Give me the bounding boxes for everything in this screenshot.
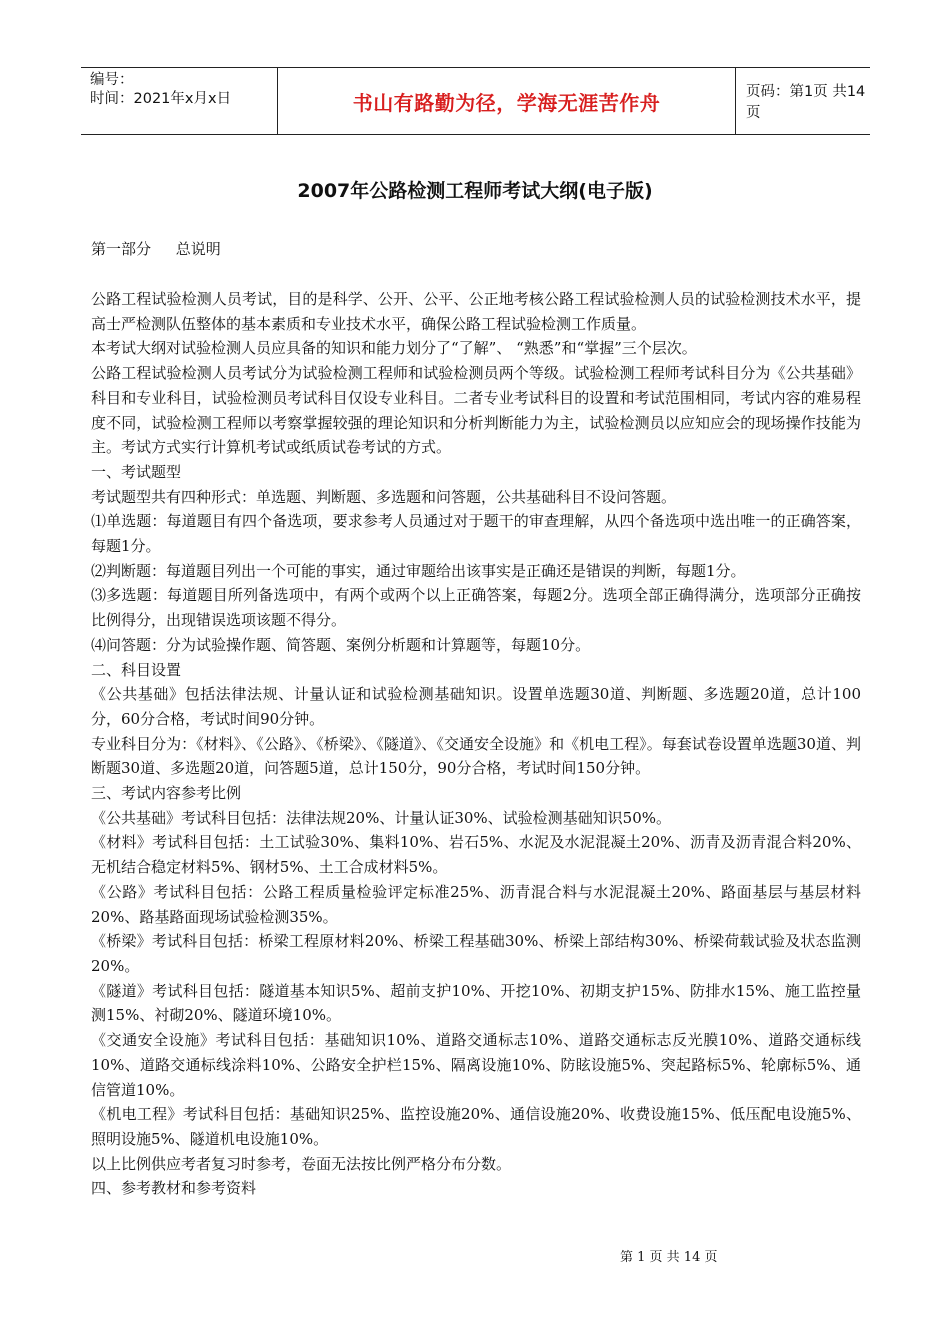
list-item: ⑴单选题：每道题目有四个备选项，要求参考人员通过对于题干的审查理解，从四个备选项中选出唯一的正确答案，每题1分。 <box>91 512 861 556</box>
document-time-label: 时间：2021年x月x日 <box>90 91 232 107</box>
list-item: ⑵判断题：每道题目列出一个可能的事实，通过审题给出该事实是正确还是错误的判断，每题1分。 <box>91 561 746 580</box>
list-item: ⑶多选题：每道题目所列备选项中，有两个或两个以上正确答案，每题2分。选项全部正确得满分，选项部分正确按比例得分，出现错误选项该题不得分。 <box>91 586 861 630</box>
paragraph: 专业科目分为：《材料》、《公路》、《桥梁》、《隧道》、《交通安全设施》和《机电工程》。每套试卷设置单选题30道、判断题30道、多选题20道，问答题5道，总计150分，90分合格，考试时间150分钟。 <box>91 734 861 778</box>
header-meta <box>81 68 278 134</box>
list-item: ⑷问答题：分为试验操作题、简答题、案例分析题和计算题等，每题10分。 <box>91 635 591 654</box>
header-page-info: 页码：第1页 共14页 <box>746 84 866 121</box>
paragraph: 公路工程试验检测人员考试分为试验检测工程师和试验检测员两个等级。试验检测工程师考试科目分为《公共基础》科目和专业科目，试验检测员考试科目仅设专业科目。二者专业考试科目的设置和考试范围相同，考试内容的难易程度不同，试验检测工程师以考察掌握较强的理论知识和分析判断能力为主，试验检测员以应知应会的现场操作技能为主。考试方式实行计算机考试或纸质试卷考试的方式。 <box>91 364 861 457</box>
page-header <box>81 67 870 135</box>
paragraph: 本考试大纲对试验检测人员应具备的知识和能力划分了“了解”、 “熟悉”和“掌握”三个层次。 <box>91 339 697 358</box>
section-heading: 三、考试内容参考比例 <box>91 784 242 803</box>
paragraph: 《公共基础》包括法律法规、计量认证和试验检测基础知识。设置单选题30道、判断题、多选题20道，总计100分，60分合格，考试时间90分钟。 <box>91 685 861 728</box>
document-number-label: 编号： <box>90 72 134 88</box>
document-title: 2007年公路检测工程师考试大纲(电子版) <box>297 180 653 202</box>
paragraph: 《机电工程》考试科目包括：基础知识25%、监控设施20%、通信设施20%、收费设施15%、低压配电设施5%、照明设施5%、隧道机电设施10%。 <box>91 1105 861 1148</box>
section-heading: 四、参考教材和参考资料 <box>91 1179 257 1198</box>
paragraph: 以上比例供应考者复习时参考，卷面无法按比例严格分布分数。 <box>91 1154 512 1173</box>
paragraph: 考试题型共有四种形式：单选题、判断题、多选题和问答题，公共基础科目不设问答题。 <box>91 487 677 506</box>
paragraph: 《公路》考试科目包括：公路工程质量检验评定标准25%、沥青混合料与水泥混凝土20%、路面基层与基层材料20%、路基路面现场试验检测35%。 <box>91 882 861 926</box>
part-heading: 第一部分 总说明 <box>91 240 221 258</box>
paragraph: 《交通安全设施》考试科目包括：基础知识10%、道路交通标志10%、道路交通标志反光膜10%、道路交通标线10%、道路交通标线涂料10%、公路安全护栏15%、隔离设施10%、防眩设施5%、突起路标5%、轮廓标5%、通信管道10%。 <box>91 1031 861 1099</box>
paragraph: 《公共基础》考试科目包括：法律法规20%、计量认证30%、试验检测基础知识50%。 <box>91 808 672 827</box>
section-heading: 一、考试题型 <box>91 462 182 481</box>
paragraph: 公路工程试验检测人员考试，目的是科学、公开、公平、公正地考核公路工程试验检测人员的试验检测技术水平，提高士严检测队伍整体的基本素质和专业技术水平，确保公路工程试验检测工作质量。 <box>91 290 861 333</box>
page-footer: 第 1 页 共 14 页 <box>620 1250 718 1265</box>
header-slogan: 书山有路勤为径，学海无涯苦作舟 <box>278 68 736 134</box>
paragraph: 《材料》考试科目包括：土工试验30%、集料10%、岩石5%、水泥及水泥混凝土20%、沥青及沥青混合料20%、无机结合稳定材料5%、钢材5%、土工合成材料5%。 <box>91 833 861 877</box>
section-heading: 二、科目设置 <box>91 660 182 679</box>
paragraph: 《桥梁》考试科目包括：桥梁工程原材料20%、桥梁工程基础30%、桥梁上部结构30%、桥梁荷载试验及状态监测20%。 <box>91 932 861 975</box>
document-body <box>91 287 861 1201</box>
paragraph: 《隧道》考试科目包括：隧道基本知识5%、超前支护10%、开挖10%、初期支护15%、防排水15%、施工监控量测15%、衬砌20%、隧道环境10%。 <box>91 981 861 1025</box>
